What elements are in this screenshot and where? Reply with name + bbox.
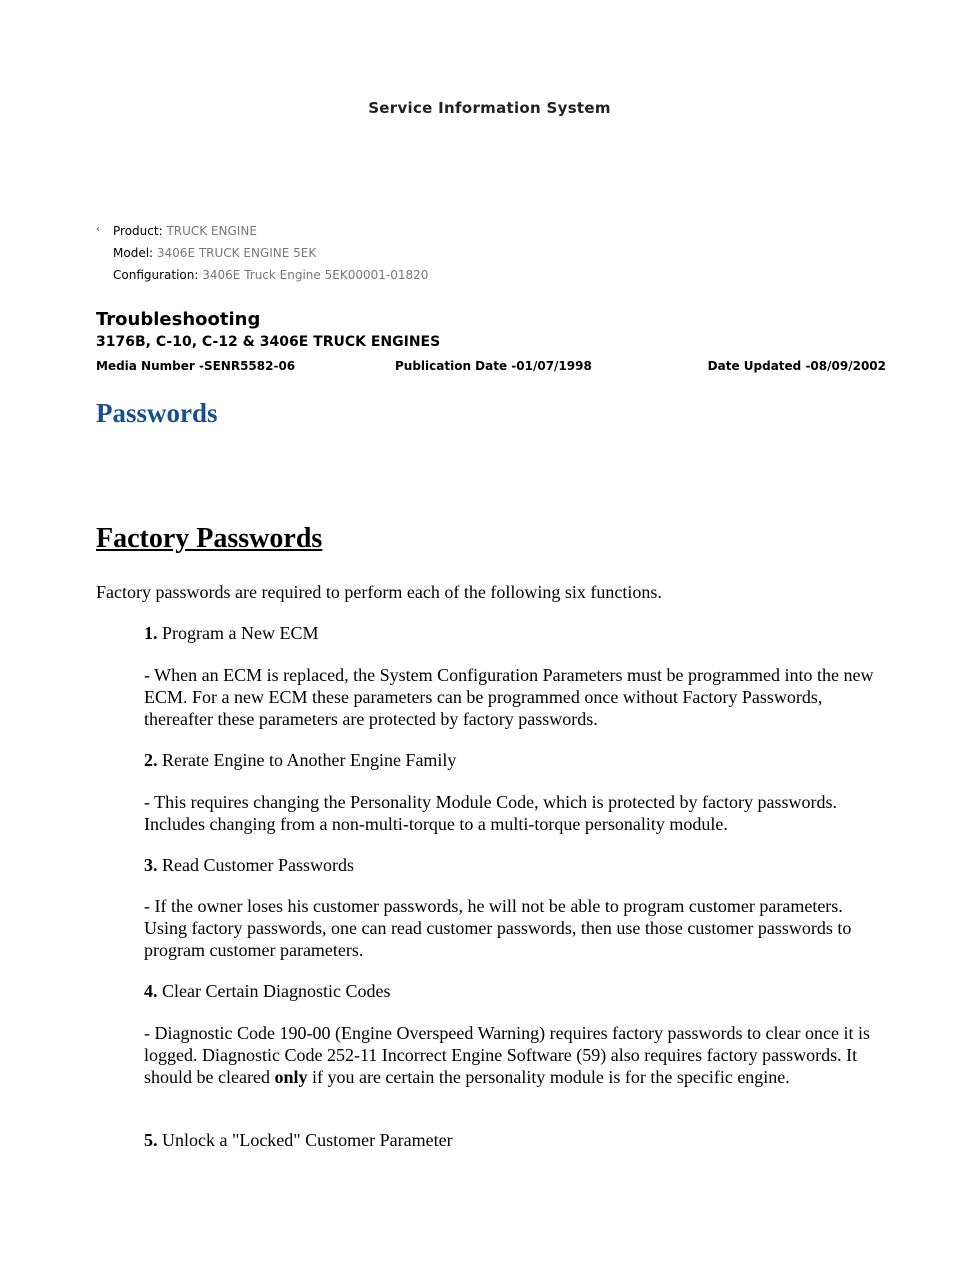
item-description (144, 1022, 886, 1088)
list-item (144, 854, 886, 876)
item-description: - When an ECM is replaced, the System Configuration Parameters must be programmed into the new ECM. For a new ECM these parameters can be programmed once without Factory Passwords, thereafter these parameters are protected by factory passwords. (144, 665, 874, 729)
product-value: TRUCK ENGINE (166, 224, 257, 238)
list-item (144, 1129, 886, 1151)
item-number: 4. (144, 981, 158, 1001)
list-item (144, 622, 886, 644)
list-item (144, 980, 886, 1002)
publication-info (96, 359, 886, 375)
item-number: 5. (144, 1130, 158, 1150)
item-title: Read Customer Passwords (162, 855, 354, 875)
factory-passwords-heading: Factory Passwords (96, 523, 323, 554)
page-title: Passwords (96, 398, 218, 428)
item-description: - This requires changing the Personality Module Code, which is protected by factory passwords. Includes changing from a non-multi-torque to a multi-torque personality module. (144, 792, 838, 834)
engines-subtitle: 3176B, C-10, C-12 & 3406E TRUCK ENGINES (96, 334, 441, 350)
item-title: Rerate Engine to Another Engine Family (162, 750, 457, 770)
configuration-value: 3406E Truck Engine 5EK00001-01820 (202, 268, 429, 282)
item-description-part: if you are certain the personality module is for the specific engine. (307, 1067, 790, 1087)
item-description: - If the owner loses his customer passwords, he will not be able to program customer parameters. Using factory passwords, one can read customer passwords, then use those customer passwords to program customer parameters. (144, 896, 852, 960)
list-item (144, 749, 886, 771)
item-number: 1. (144, 623, 158, 643)
emphasis-only: only (274, 1067, 308, 1087)
item-title: Program a New ECM (162, 623, 319, 643)
item-number: 3. (144, 855, 158, 875)
system-title: Service Information System (368, 99, 611, 117)
chevron-left-icon[interactable]: ‹ (96, 224, 100, 235)
intro-paragraph: Factory passwords are required to perform each of the following six functions. (96, 582, 662, 602)
product-label: Product: (113, 224, 163, 238)
breadcrumb (96, 222, 428, 288)
section-title: Troubleshooting (96, 309, 261, 330)
media-number: Media Number -SENR5582-06 (96, 359, 296, 373)
item-description-part: - Diagnostic Code 190-00 (Engine Overspeed Warning) requires factory passwords to clear once it is logged. Diagnostic Code 252-11 Incorrect Engine Software (59) also requires factory passwords. It should be cleared (144, 1023, 871, 1087)
publication-date: Publication Date -01/07/1998 (395, 359, 592, 373)
item-number: 2. (144, 750, 158, 770)
configuration-label: Configuration: (113, 268, 199, 282)
item-title: Clear Certain Diagnostic Codes (162, 981, 391, 1001)
model-value: 3406E TRUCK ENGINE 5EK (156, 246, 317, 260)
item-title: Unlock a "Locked" Customer Parameter (162, 1130, 453, 1150)
date-updated: Date Updated -08/09/2002 (707, 359, 886, 373)
model-label: Model: (113, 246, 154, 260)
